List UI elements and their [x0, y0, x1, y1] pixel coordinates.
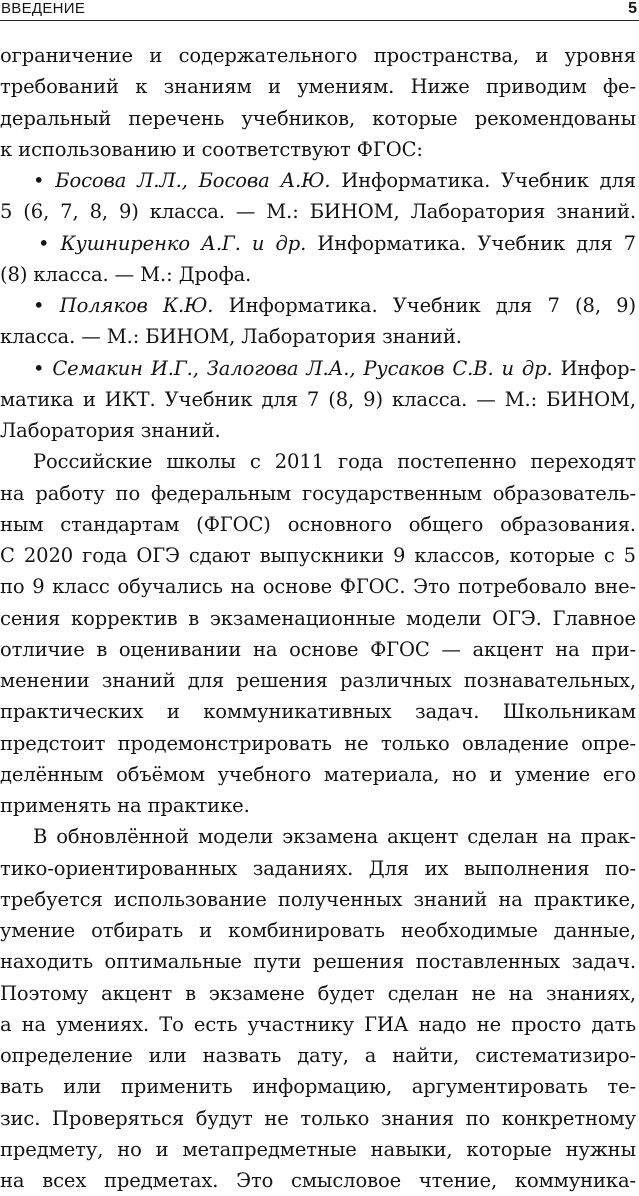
- text-run: менении знаний для решения различных познавательных,: [0, 669, 636, 692]
- author-names: Семакин И.Г., Залогова Л.А., Русаков С.В. и др.: [52, 356, 553, 380]
- text-run: определение или назвать дату, а найти, систематизиро-: [0, 1044, 636, 1067]
- text-line: [0, 446, 636, 477]
- running-header: [0, 0, 639, 21]
- text-run: •: [38, 231, 61, 255]
- text-run: находить оптимальные пути решения поставленных задач.: [0, 950, 636, 974]
- text-run: на работу по федеральным государственным образователь-: [0, 481, 636, 505]
- text-run: делённым объёмом учебного материала, но и умение его: [0, 762, 636, 786]
- text-run: •: [33, 294, 60, 317]
- section-title: ВВЕДЕНИЕ: [1, 0, 86, 17]
- text-line: [0, 415, 636, 446]
- text-run: а на умениях. То есть участнику ГИА надо не просто дать: [0, 1012, 636, 1036]
- text-run: к использованию и соответствуют ФГОС:: [0, 137, 423, 161]
- author-names: Кушниренко А.Г. и др.: [60, 231, 307, 255]
- text-line: [0, 196, 636, 227]
- text-run: Поэтому акцент в экзамене будет сделан не на знаниях,: [0, 981, 636, 1005]
- text-run: Российские школы с 2011 года постепенно переходят: [33, 450, 636, 474]
- body-text: [0, 40, 636, 1196]
- text-line: [0, 103, 636, 134]
- text-run: матика и ИКТ. Учебник для 7 (8, 9) класса. — М.: БИНОМ,: [0, 387, 636, 411]
- text-line: [0, 259, 636, 290]
- text-line: [0, 1071, 636, 1102]
- text-line: [0, 978, 636, 1009]
- text-run: тико-ориентированных заданиях. Для их выполнения по-: [0, 856, 636, 880]
- text-run: Лаборатория знаний.: [0, 419, 221, 442]
- text-line: [0, 134, 636, 165]
- text-line: [0, 290, 636, 321]
- text-run: по 9 класс обучались на основе ФГОС. Это потребовало вне-: [0, 575, 636, 599]
- author-names: Босова Л.Л., Босова А.Ю.: [55, 169, 331, 192]
- text-line: [0, 821, 636, 852]
- text-run: С 2020 года ОГЭ сдают выпускники 9 классов, которые с 5: [0, 544, 636, 567]
- text-line: [0, 571, 636, 602]
- text-line: [0, 884, 636, 915]
- text-line: [0, 40, 636, 71]
- text-line: [0, 384, 636, 415]
- text-line: [0, 540, 636, 571]
- text-run: Информатика. Учебник для 7: [306, 231, 636, 255]
- text-run: вать или применить информацию, аргументировать те-: [0, 1075, 636, 1099]
- text-run: зис. Проверяться будут не только знания по конкретному: [0, 1106, 636, 1130]
- text-line: [0, 634, 636, 665]
- text-line: [0, 1009, 636, 1040]
- text-run: Информатика. Учебник для: [330, 169, 636, 192]
- text-line: [0, 603, 636, 634]
- text-line: [0, 696, 636, 727]
- text-line: [0, 71, 636, 102]
- text-run: •: [33, 169, 56, 192]
- text-line: [0, 759, 636, 790]
- text-run: •: [33, 356, 53, 380]
- text-line: [0, 228, 636, 259]
- author-names: Поляков К.Ю.: [59, 294, 214, 317]
- text-run: Инфор-: [552, 356, 636, 380]
- text-line: [0, 665, 636, 696]
- text-run: Информатика. Учебник для 7 (8, 9): [213, 294, 636, 317]
- text-line: [0, 478, 636, 509]
- text-run: деральный перечень учебников, которые рекомендованы: [0, 106, 636, 130]
- text-line: [0, 1134, 636, 1165]
- page-number: 5: [628, 0, 637, 17]
- text-run: класса. — М.: БИНОМ, Лаборатория знаний.: [0, 325, 462, 349]
- text-line: [0, 1103, 636, 1134]
- text-line: [0, 946, 636, 977]
- text-run: требований к знаниям и умениям. Ниже приводим фе-: [0, 75, 636, 99]
- text-line: [0, 853, 636, 884]
- text-run: предмету, но и метапредметные навыки, которые нужны: [0, 1137, 636, 1161]
- text-line: [0, 321, 636, 352]
- text-run: отличие в оценивании на основе ФГОС — акцент на при-: [0, 637, 636, 661]
- text-run: предстоит продемонстрировать не только овладение опре-: [0, 731, 636, 755]
- text-run: 5 (6, 7, 8, 9) класса. — М.: БИНОМ, Лаборатория знаний.: [0, 200, 636, 224]
- text-line: [0, 509, 636, 540]
- text-line: [0, 165, 636, 196]
- text-run: практических и коммуникативных задач. Школьникам: [0, 700, 636, 724]
- text-run: (8) класса. — М.: Дрофа.: [0, 262, 252, 286]
- text-run: умение отбирать и комбинировать необходимые данные,: [0, 919, 636, 942]
- text-run: ным стандартам (ФГОС) основного общего образования.: [0, 512, 636, 536]
- text-line: [0, 790, 636, 821]
- text-run: применять на практике.: [0, 794, 250, 817]
- text-run: на всех предметах. Это смысловое чтение, коммуника-: [0, 1169, 636, 1192]
- text-run: В обновлённой модели экзамена акцент сделан на прак-: [33, 825, 636, 849]
- text-run: ограничение и содержательного пространства, и уровня: [0, 44, 636, 67]
- text-line: [0, 353, 636, 384]
- text-line: [0, 915, 636, 946]
- text-run: сения корректив в экзаменационные модели ОГЭ. Главное: [0, 606, 636, 630]
- text-run: требуется использование полученных знаний на практике,: [0, 887, 636, 911]
- text-line: [0, 728, 636, 759]
- text-line: [0, 1040, 636, 1071]
- text-line: [0, 1165, 636, 1196]
